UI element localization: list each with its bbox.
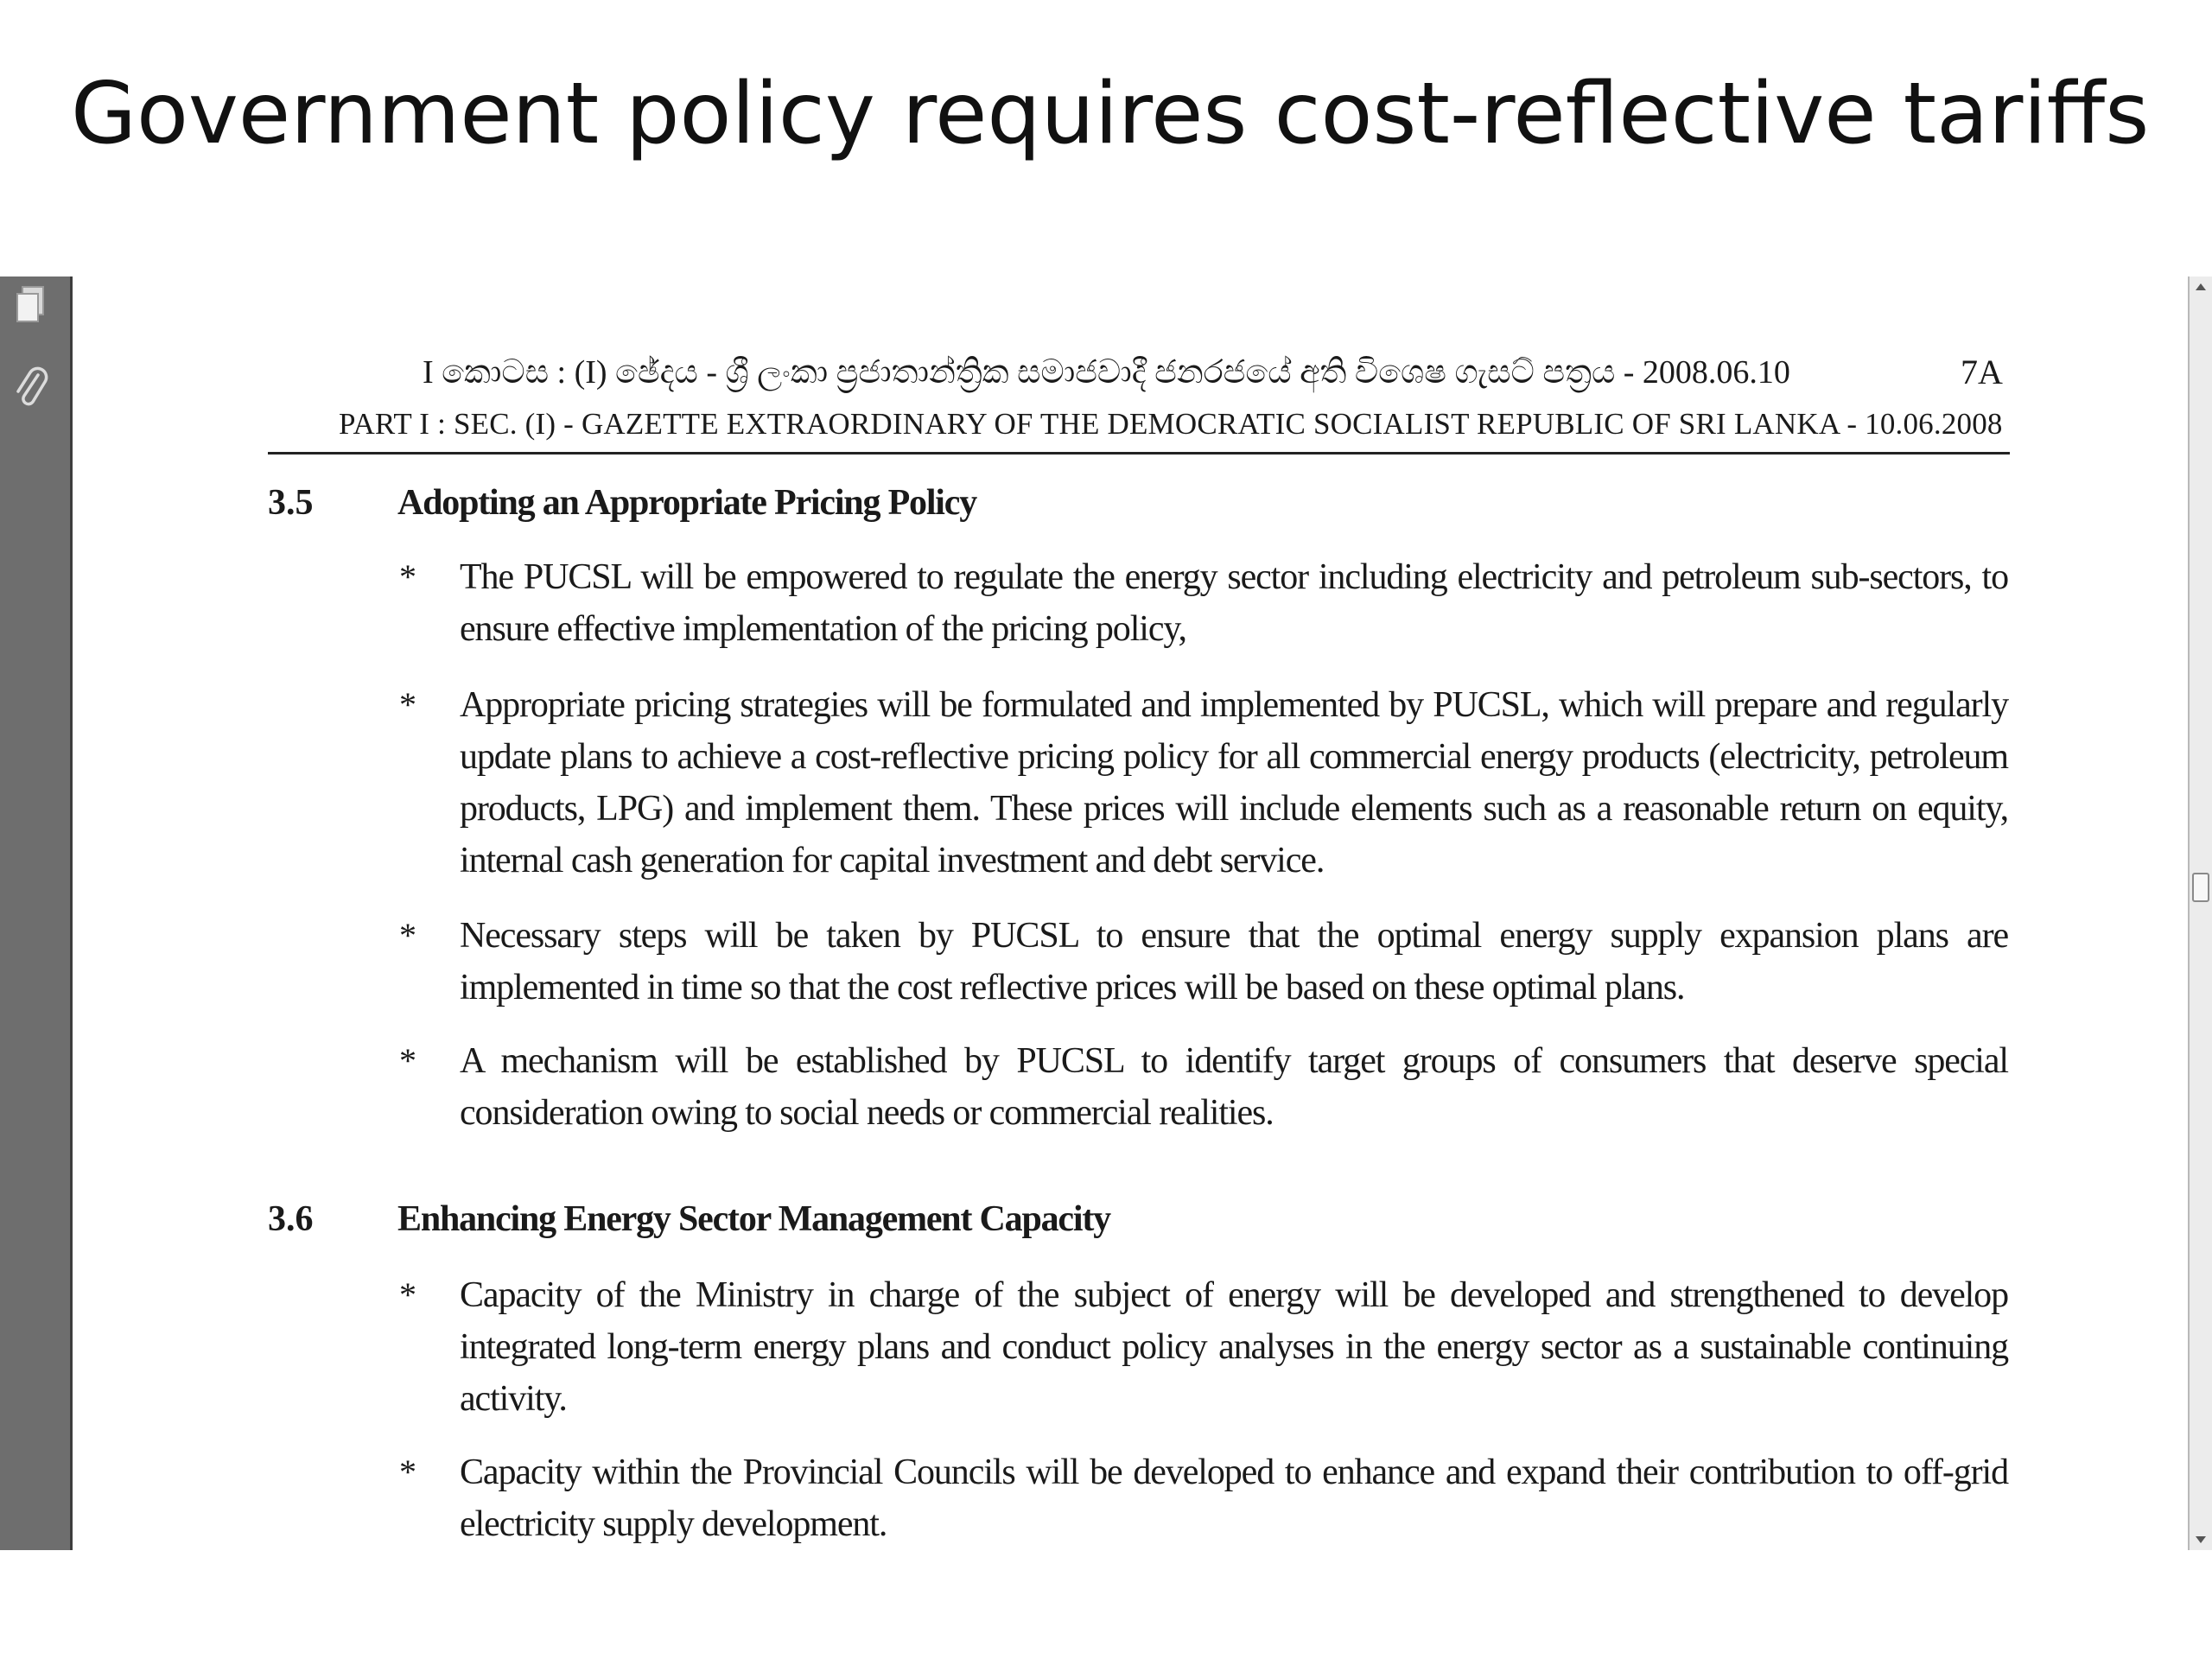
bullet-mark: * [399,1041,416,1080]
pdf-page [73,276,2186,1550]
bullet-text: Appropriate pricing strategies will be formulated and implemented by PUCSL, which will prepare and regularly update plans to achieve a cost-reflective pricing policy for all commercial energy products (electricity, petroleum products, LPG) and implement them. These prices will include elements such as a reasonable return on equity, internal cash generation for capital investment and debt service. [460,685,2008,880]
section-title: Adopting an Appropriate Pricing Policy [397,483,976,523]
section-title: Enhancing Energy Sector Management Capacity [397,1199,1110,1239]
section-number: 3.5 [268,483,314,523]
bullet-text: Capacity of the Ministry in charge of the subject of energy will be developed and strengthened to develop integrated long-term energy plans and conduct policy analyses in the energy sector as a sustainable continuing activity. [460,1275,2008,1419]
attachment-icon [14,365,48,410]
scroll-down-icon[interactable] [2196,1536,2206,1543]
bullet-text: The PUCSL will be empowered to regulate the energy sector including electricity and petroleum sub-sectors, to ensure effective implementation of the pricing policy, [460,557,2008,649]
bullet-mark: * [399,557,416,596]
gazette-header-sinhala: I කොටස : (I) ඡේදය - ශ්‍රී ලංකා ප්‍රජාතාන්ත්‍රික සමාජවාදී ජනරජයේ අති විශෙෂ ගැසට් පත්‍රය - 2008.06.10 [423,354,1790,391]
bullet-mark: * [399,1275,416,1314]
navigation-panel [0,276,73,1550]
attachments-panel-button[interactable] [10,363,52,411]
scroll-up-icon[interactable] [2196,283,2206,290]
vertical-scrollbar[interactable] [2188,276,2212,1550]
bullet-text: Capacity within the Provincial Councils will be developed to enhance and expand their contribution to off-grid electricity supply development. [460,1452,2008,1544]
pages-icon [14,285,48,327]
scroll-thumb[interactable] [2192,873,2209,902]
gazette-header-english: PART I : SEC. (I) - GAZETTE EXTRAORDINARY OF THE DEMOCRATIC SOCIALIST REPUBLIC OF SRI LANKA - 10.06.2008 [339,407,2003,441]
bullet-mark: * [399,1452,416,1491]
bullet-mark: * [399,916,416,955]
bullet-text: A mechanism will be established by PUCSL to identify target groups of consumers that deserve special consideration owing to social needs or commercial realities. [460,1041,2008,1133]
page-number: 7A [1961,353,2003,391]
slide-title: Government policy requires cost-reflective tariffs [71,65,2150,163]
header-divider [268,452,2010,454]
bullet-mark: * [399,685,416,724]
section-number: 3.6 [268,1199,314,1239]
pdf-viewer [0,276,2212,1550]
pages-panel-button[interactable] [10,282,52,330]
bullet-text: Necessary steps will be taken by PUCSL to ensure that the optimal energy supply expansion plans are implemented in time so that the cost reflective prices will be based on these optimal plans. [460,916,2008,1007]
